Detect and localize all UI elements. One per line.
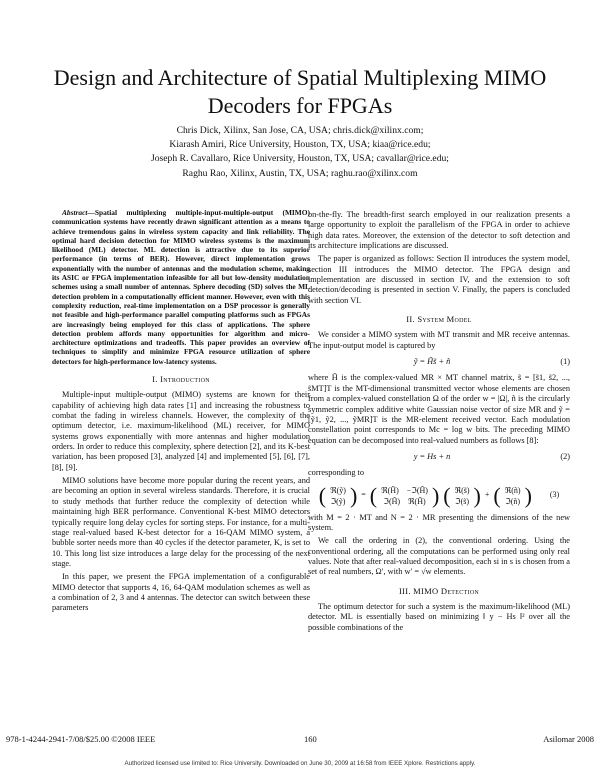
equation-1 bbox=[308, 357, 570, 367]
equation-3 bbox=[308, 482, 570, 508]
paper-title: Design and Architecture of Spatial Multiplexing MIMO Decoders for FPGAs bbox=[53, 65, 547, 118]
matrix-s bbox=[455, 485, 470, 507]
paragraph: The optimum detector for such a system is the maximum-likelihood (ML) detector. ML is essentially based on minimizing ‖ y − Hs ‖² over all the possible combinations of the bbox=[308, 601, 570, 632]
footer-isbn: 978-1-4244-2941-7/08/$25.00 ©2008 IEEE bbox=[6, 734, 156, 744]
paragraph: corresponding to bbox=[308, 468, 364, 478]
section-heading-introduction: I. Introduction bbox=[152, 374, 210, 385]
equation-number: (2) bbox=[560, 451, 570, 461]
matrix-entry: ℑ(H̃) bbox=[383, 496, 401, 506]
equation-body: ỹ = H̃s̃ + ñ bbox=[413, 357, 451, 367]
paragraph: with M = 2 · MT and N = 2 · MR presenting the dimensions of the new system. bbox=[308, 512, 570, 532]
left-paren: ( bbox=[443, 482, 451, 508]
plus-sign: + bbox=[484, 490, 490, 500]
matrix-lhs bbox=[330, 485, 346, 507]
matrix-entry: ℜ(H̃) bbox=[381, 485, 399, 495]
matrix-entry: −ℑ(H̃) bbox=[406, 485, 428, 495]
matrix-entry: ℑ(ỹ) bbox=[330, 496, 346, 506]
author-line: Joseph R. Cavallaro, Rice University, Houston, TX, USA; cavallar@rice.edu; bbox=[151, 153, 449, 165]
section-heading-mimo-detection: III. MIMO Detection bbox=[398, 585, 480, 596]
matrix-row bbox=[381, 485, 428, 496]
right-paren: ) bbox=[349, 482, 358, 508]
matrix-n bbox=[505, 485, 521, 507]
matrix-entry: ℜ(ỹ) bbox=[330, 485, 346, 495]
footer-page-number: 160 bbox=[304, 734, 317, 744]
paragraph: on-the-fly. The breadth-first search employed in our realization presents a large opportunity to exploit the parallelism of the FPGA in order to achieve high data rates. Moreover, the extension of the detector to soft detection and its architecture implications are discussed. bbox=[308, 210, 570, 251]
abstract-text: Spatial multiplexing multiple-input-multiple-output (MIMO) communication systems have recently drawn significant attention as a means to achieve tremendous gains in wireless system capacity and link reliability. The optimal hard decision detection for MIMO wireless systems is the maximum likelihood (ML) detector. ML detection is attractive due to its superior performance (in terms of BER). However, direct implementation grows exponentially with the number of antennas and the modulation scheme, making its ASIC or FPGA implementation infeasible for all but low-density modulation schemes using a small number of antennas. Sphere decoding (SD) solves the ML detection problem in a computationally efficient manner. However, even with this complexity reduction, real-time implementation on a DSP processor is generally not feasible and high-performance parallel computing platforms such as FPGAs are increasingly being employed for this class of applications. The sphere detection problem affords many opportunities for algorithm and micro-architecture optimizations and tradeoffs. This paper provides an overview of techniques to simplify and minimize FPGA resource utilization of sphere detectors for high-performance low-latency systems. bbox=[52, 208, 310, 366]
abstract: Abstract—Spatial multiplexing multiple-input-multiple-output (MIMO) communication systems have recently drawn significant attention as a means to achieve tremendous gains in wireless system capacity and link reliability. The optimal hard decision detection for MIMO wireless systems is the maximum likelihood (ML) detector. ML detection is attractive due to its superior performance (in terms of BER). However, direct implementation grows exponentially with the number of antennas and the modulation scheme, making its ASIC or FPGA implementation infeasible for all but low-density modulation schemes using a small number of antennas. Sphere decoding (SD) solves the ML detection problem in a computationally efficient manner. However, even with this complexity reduction, real-time implementation on a DSP processor is generally not feasible and high-performance parallel computing platforms such as FPGAs are increasingly being employed for this class of applications. The sphere detection problem affords many opportunities for algorithm and micro-architecture optimizations and tradeoffs. This paper provides an overview of techniques to simplify and minimize FPGA resource utilization of sphere detectors for high-performance low-latency systems. bbox=[52, 208, 310, 366]
equation-number: (3) bbox=[549, 490, 560, 500]
matrix-row bbox=[383, 496, 425, 507]
equation-body: y = Hs + n bbox=[413, 451, 451, 461]
author-line: Chris Dick, Xilinx, San Jose, CA, USA; chris.dick@xilinx.com; bbox=[176, 125, 424, 136]
paragraph: where H̃ is the complex-valued MR × MT channel matrix, s̃ = [s̃1, s̃2, ..., s̃MT]T is the MT-dimensional transmitted vector whose elements are chosen from a complex-valued constellation Ω of the order w = |Ω|, ñ is the circularly symmetric complex additive white Gaussian noise vector of size MR and ỹ = [ỹ1, ỹ2, ..., ỹMR]T is the MR-element received vector. Each modulation constellation point corresponds to Mc = log w bits. The preceding MIMO equation can be decomposed into real-valued numbers as follows [8]: bbox=[308, 373, 570, 445]
author-line: Raghu Rao, Xilinx, Austin, TX, USA; raghu.rao@xilinx.com bbox=[182, 167, 418, 179]
paragraph: The paper is organized as follows: Section II introduces the system model, section III introduces the MIMO detector. The FPGA design and implementation are discussed in section IV, and the extension to soft detection/decoding is presented in section V. Finally, the papers is concluded with section VI. bbox=[308, 254, 570, 305]
section-heading-system-model: II. System Model bbox=[406, 314, 472, 325]
equation-number: (1) bbox=[560, 357, 570, 367]
right-paren: ) bbox=[473, 482, 481, 508]
right-column bbox=[308, 210, 570, 636]
abstract-label: Abstract bbox=[62, 208, 88, 217]
right-paren: ) bbox=[431, 482, 440, 508]
left-paren: ( bbox=[318, 482, 327, 508]
paragraph: MIMO solutions have become more popular during the recent years, and are becoming an option in several wireless standards. Therefore, it is crucial to study methods that further reduce the complexity of detection while maintaining high BER performance. Conventional K-best MIMO detectors typically require long delay cycles for sorting steps. For instance, for a multi-stage real-valued based K-best detector for a 16-QAM MIMO system, a bubble sorter needs more than 40 cycles if the detector parameter, K, is set to 10. This long list size introduces a large delay for the processing of the next stage. bbox=[52, 476, 310, 568]
footer-conference: Asilomar 2008 bbox=[543, 734, 594, 744]
equals-sign: = bbox=[361, 490, 366, 500]
left-paren: ( bbox=[369, 482, 378, 508]
paragraph: We call the ordering in (2), the conventional ordering. Using the conventional ordering, all the computations can be performed using only real values. Note that after real-valued decomposition, each si in s is chosen from a set of real numbers, Ω′, with w′ = √w elements. bbox=[308, 536, 570, 577]
left-paren: ( bbox=[493, 482, 501, 508]
paragraph: Multiple-input multiple-output (MIMO) systems are known for their capability of achieving high data rates [1] and increasing the robustness to combat the fading in wireless channels. However, the complexity of the optimum detector, i.e. maximum-likelihood (ML) receiver, for MIMO systems grows exponentially with more antennas and higher modulation orders. In order to reduce this complexity, sphere detection [2], and its K-best variation, has been proposed [3], analyzed [4] and implemented [5], [6], [7], [8], [9]. bbox=[52, 390, 310, 472]
matrix-entry: ℜ(ñ) bbox=[504, 485, 521, 495]
paragraph: We consider a MIMO system with MT transmit and MR receive antennas. The input-output model is captured by bbox=[308, 330, 570, 350]
matrix-entry: ℑ(s̃) bbox=[455, 496, 470, 506]
author-line: Kiarash Amiri, Rice University, Houston, TX, USA; kiaa@rice.edu; bbox=[169, 139, 431, 151]
left-column bbox=[52, 208, 310, 617]
matrix-entry: ℜ(H̃) bbox=[408, 496, 426, 506]
equation-2 bbox=[308, 452, 570, 462]
license-note: Authorized licensed use limited to: Rice University. Downloaded on June 30, 2009 at 16:58 from IEEE Xplore. Restrictions apply. bbox=[124, 760, 476, 767]
author-list bbox=[40, 124, 560, 181]
matrix-h bbox=[381, 485, 428, 507]
paragraph: In this paper, we present the FPGA implementation of a configurable MIMO detector that supports 4, 16, 64-QAM modulation schemes as well as a combination of 2, 3 and 4 antennas. The detector can switch between these parameters bbox=[52, 572, 310, 613]
matrix-entry: ℑ(ñ) bbox=[505, 496, 521, 506]
right-paren: ) bbox=[524, 482, 532, 508]
matrix-entry: ℜ(s̃) bbox=[454, 485, 470, 495]
